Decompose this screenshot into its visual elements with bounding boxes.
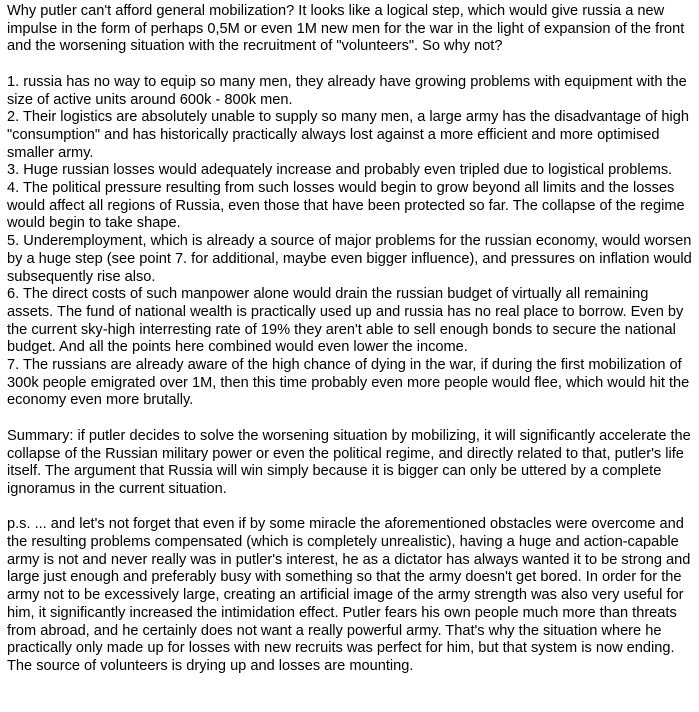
numbered-points-list bbox=[7, 74, 695, 410]
point-item: 7. The russians are already aware of the high chance of dying in the war, if during the first mobilization of 300k people emigrated over 1M, then this time probably even more people would flee, which would hit the economy even more brutally. bbox=[7, 357, 690, 409]
intro-paragraph: Why putler can't afford general mobilization? It looks like a logical step, which would give russia a new impulse in the form of perhaps 0,5M or even 1M new men for the war in the light of expansion of the front and the worsening situation with the recruitment of "volunteers". So why not? bbox=[7, 3, 685, 55]
point-item: 5. Underemployment, which is already a source of major problems for the russian economy, would worsen by a huge step (see point 7. for additional, maybe even bigger influence), and pressures on inflation would subsequently rise also. bbox=[7, 233, 692, 285]
point-item: 1. russia has no way to equip so many men, they already have growing problems with equipment with the size of active units around 600k - 800k men. bbox=[7, 73, 687, 108]
point-item: 2. Their logistics are absolutely unable to supply so many men, a large army has the disadvantage of high "consumption" and has historically practically always lost against a more efficient and more optimised smaller army. bbox=[7, 109, 689, 161]
ps-paragraph: p.s. ... and let's not forget that even if by some miracle the aforementioned obstacles were overcome and the resulting problems compensated (which is completely unrealistic), having a huge and action-capable army is not and never really was in putler's interest, he as a dictator has always wanted it to be strong and large just enough and preferably busy with something so that the army doesn't get bored. In order for the army not to be excessively large, creating an artificial image of the army strength was also very useful for him, it significantly increased the intimidation effect. Putler fears his own people much more than threats from abroad, and he certainly does not want a really powerful army. That's why the situation where he practically only made up for losses with new recruits was perfect for him, but that system is now ending. The source of volunteers is drying up and losses are mounting. bbox=[7, 516, 691, 674]
summary-paragraph: Summary: if putler decides to solve the worsening situation by mobilizing, it will significantly accelerate the collapse of the Russian military power or even the political regime, and directly related to that, putler's life itself. The argument that Russia will win simply because it is bigger can only be uttered by a complete ignoramus in the current situation. bbox=[7, 427, 691, 497]
point-item: 6. The direct costs of such manpower alone would drain the russian budget of virtually all remaining assets. The fund of national wealth is practically used up and russia has no real place to borrow. Even by the current sky-high interresting rate of 19% they aren't able to sell enough bonds to secure the national budget. And all the points here combined would even lower the income. bbox=[7, 286, 684, 356]
point-item: 4. The political pressure resulting from such losses would begin to grow beyond all limits and the losses would affect all regions of Russia, even those that have been protected so far. The collapse of the regime would begin to take shape. bbox=[7, 180, 685, 232]
point-item: 3. Huge russian losses would adequately increase and probably even tripled due to logistical problems. bbox=[7, 162, 673, 179]
